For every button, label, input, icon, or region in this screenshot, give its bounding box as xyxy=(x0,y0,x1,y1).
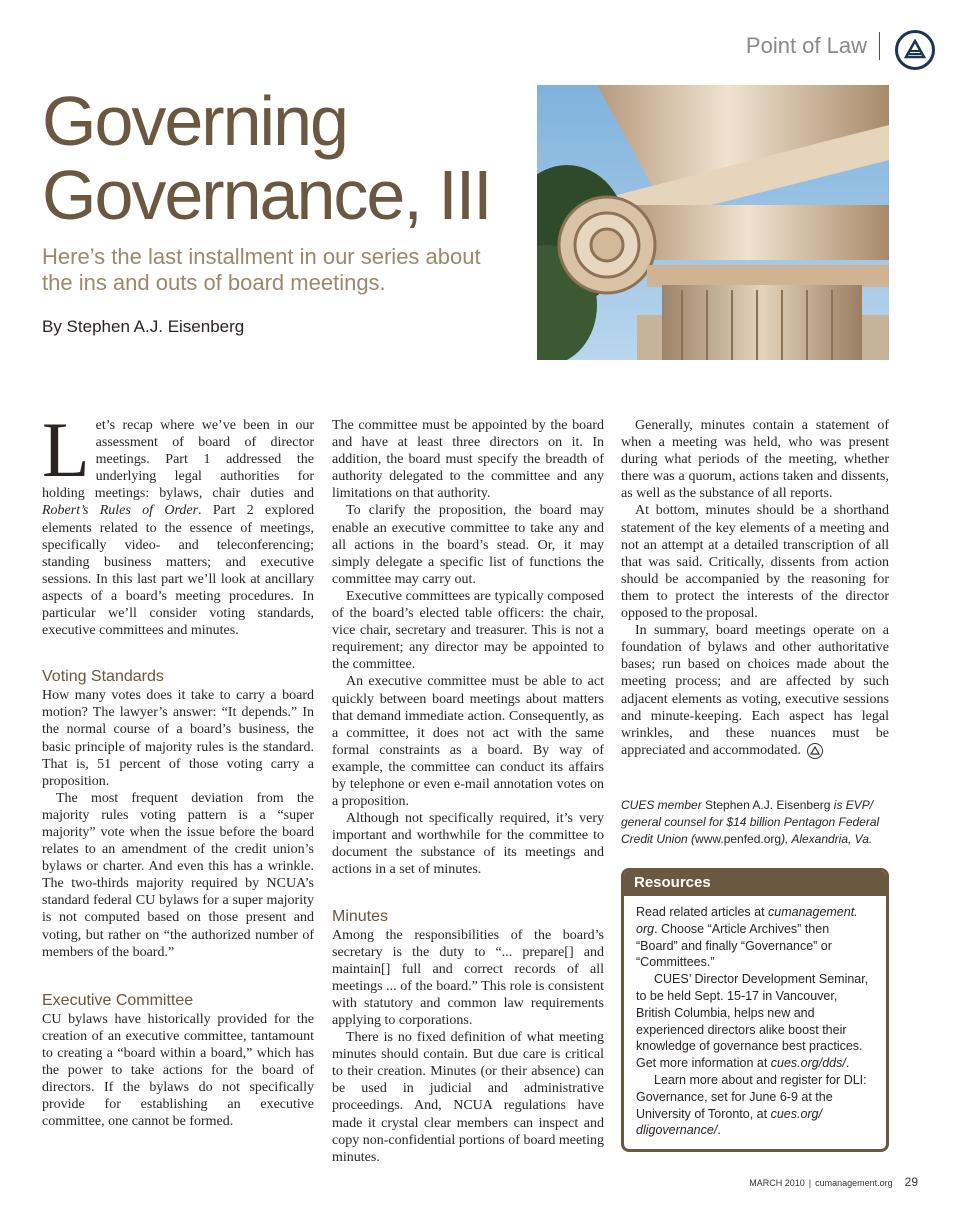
article-title xyxy=(42,84,512,232)
resources-item: Read related articles at cumanagement. org. Choose “Article Archives” then “Board” and finally “Governance” or “Committees.” xyxy=(636,904,858,970)
resources-item: CUES’ Director Development Seminar, to be held Sept. 15-17 in Vancouver, British Columbia, helps new and experienced directors alike boost their knowledge of governance best practices. Get more information at cues.org/dds/. xyxy=(636,972,869,1071)
paragraph: CU bylaws have historically provided for the creation of an executive committee, tantamount to creating a “board within a board,” which has the power to take actions for the board of directors. If the bylaws do not specifically provide for establishing an executive committee, one cannot be formed. xyxy=(42,1011,314,1130)
resources-link[interactable]: cumanagement. org xyxy=(636,904,858,936)
paragraph: How many votes does it take to carry a board motion? The lawyer’s answer: “It depends.” In the normal course of a board’s business, the basic principle of majority rules is the standard. That is, 51 percent of those voting carry a proposition. xyxy=(42,688,314,789)
page-number: 29 xyxy=(904,1175,918,1189)
article-column-3 xyxy=(621,417,889,1152)
resources-link[interactable]: cues.org/dds/ xyxy=(770,1056,846,1071)
paragraph: To clarify the proposition, the board may enable an executive committee to take any and all actions in the board’s stead. Or, it may simply delegate a specific list of functions the committee may carry out. xyxy=(332,503,604,587)
title-line-2: Governance, III xyxy=(42,156,491,234)
heading-executive-committee: Executive Committee xyxy=(42,991,194,1009)
cues-logo-icon xyxy=(895,30,935,70)
paragraph: Executive committees are typically composed of the board’s elected table officers: the chair, vice chair, secretary and treasurer. This is not a requirement; any director may be appointed to the committee. xyxy=(332,588,604,673)
heading-voting-standards: Voting Standards xyxy=(42,668,164,686)
footer-issue: MARCH 2010 xyxy=(749,1178,805,1188)
author-bio: CUES member Stephen A.J. Eisenberg is EVP/ general counsel for $14 billion Pentagon Federal Credit Union (www.penfed.org), Alexandria, Va. xyxy=(621,797,880,846)
resources-body xyxy=(624,896,886,1149)
title-line-1: Governing xyxy=(42,82,347,160)
resources-heading: Resources xyxy=(624,871,886,896)
section-label: Point of Law xyxy=(746,32,880,60)
paragraph: Generally, minutes contain a statement of when a meeting was held, who was present during what periods of the meeting, whether there was a quorum, actions taken and dissents, as well as the substance of all reports. xyxy=(621,418,889,502)
paragraph: Among the responsibilities of the board’s secretary is the duty to “... prepare[] and maintain[] full and correct records of all meetings ... of the board.” This role is consistent with statutory and common law requirements applying to corporations. xyxy=(332,927,604,1028)
byline: By Stephen A.J. Eisenberg xyxy=(42,317,245,336)
page-footer: MARCH 2010 | cumanagement.org 29 xyxy=(749,1175,918,1189)
paragraph: There is no fixed definition of what meeting minutes should contain. But due care is critical to their creation. Minutes (or their absence) can be used in judicial and administrative proceedings. And, NCUA regulations have made it crystal clear members can inspect and copy non-confidential portions of board meeting minutes. xyxy=(332,1030,604,1165)
paragraph: An executive committee must be able to act quickly between board meetings about matters that demand immediate action. Consequently, as a committee, it does not act with the same formal constraints as a board. By way of example, the committee can conduct its affairs by telephone or even e-mail annotation votes on a proposition. xyxy=(332,674,604,810)
resources-link[interactable]: cues.org/ dligovernance/ xyxy=(636,1106,822,1138)
intro-paragraph: Let’s recap where we’ve been in our assessment of board of director meetings. Part 1 addressed the underlying legal authorities for holding meetings: bylaws, chair duties and Robert’s Rules of Order. Part 2 explored elements related to the essence of meetings, specifically video- and teleconferencing; standing business matters; and executive sessions. In this last part we’ll look at ancillary aspects of a board’s meeting procedures. In particular we’ll consider voting standards, executive committees and minutes. xyxy=(42,406,315,639)
drop-cap: L xyxy=(42,406,90,493)
article-column-1 xyxy=(42,406,315,1130)
end-mark-icon xyxy=(807,743,823,759)
article-column-2 xyxy=(332,417,604,1166)
final-paragraph: In summary, board meetings operate on a foundation of bylaws and other authoritative bases; run based on choices made about the meeting process; and are affected by such adjacent elements as voting, executive sessions and minute-keeping. Each aspect has legal wrinkles, and these nuances must be appreciated and accommodated. xyxy=(621,623,889,758)
paragraph: The most frequent deviation from the majority rules voting pattern is a “super majority” vote when the issue before the board relates to an amendment of the credit union’s bylaws or charter. And even this has a wrinkle. The two-thirds majority required by NCUA’s standard federal CU bylaws for a super majority is not computed based on those present and voting, but rather on “the authorized number of members of the board.” xyxy=(42,790,314,960)
resources-item: Learn more about and register for DLI: Governance, set for June 6-9 at the University of Toronto, at cues.org/ dligovernance/. xyxy=(636,1072,867,1138)
heading-minutes: Minutes xyxy=(332,907,389,925)
footer-site: cumanagement.org xyxy=(815,1178,893,1188)
column-capital-photo xyxy=(537,85,889,360)
resources-box xyxy=(621,868,889,1152)
article-subtitle: Here’s the last installment in our series about the ins and outs of board meetings. xyxy=(42,244,481,295)
paragraph: At bottom, minutes should be a shorthand statement of the key elements of a meeting and not an attempt at a detailed transcription of all that was said. Critically, dissents from action should be accompanied by the reasoning for them to protect the interests of the director opposed to the proposal. xyxy=(621,503,889,622)
paragraph: The committee must be appointed by the board and have at least three directors on it. In addition, the board must specify the breadth of authority delegated to the committee and any limitations on that authority. xyxy=(332,418,604,502)
paragraph: Although not specifically required, it’s very important and worthwhile for the committee to document the substance of its meetings and actions in a set of minutes. xyxy=(332,811,604,878)
